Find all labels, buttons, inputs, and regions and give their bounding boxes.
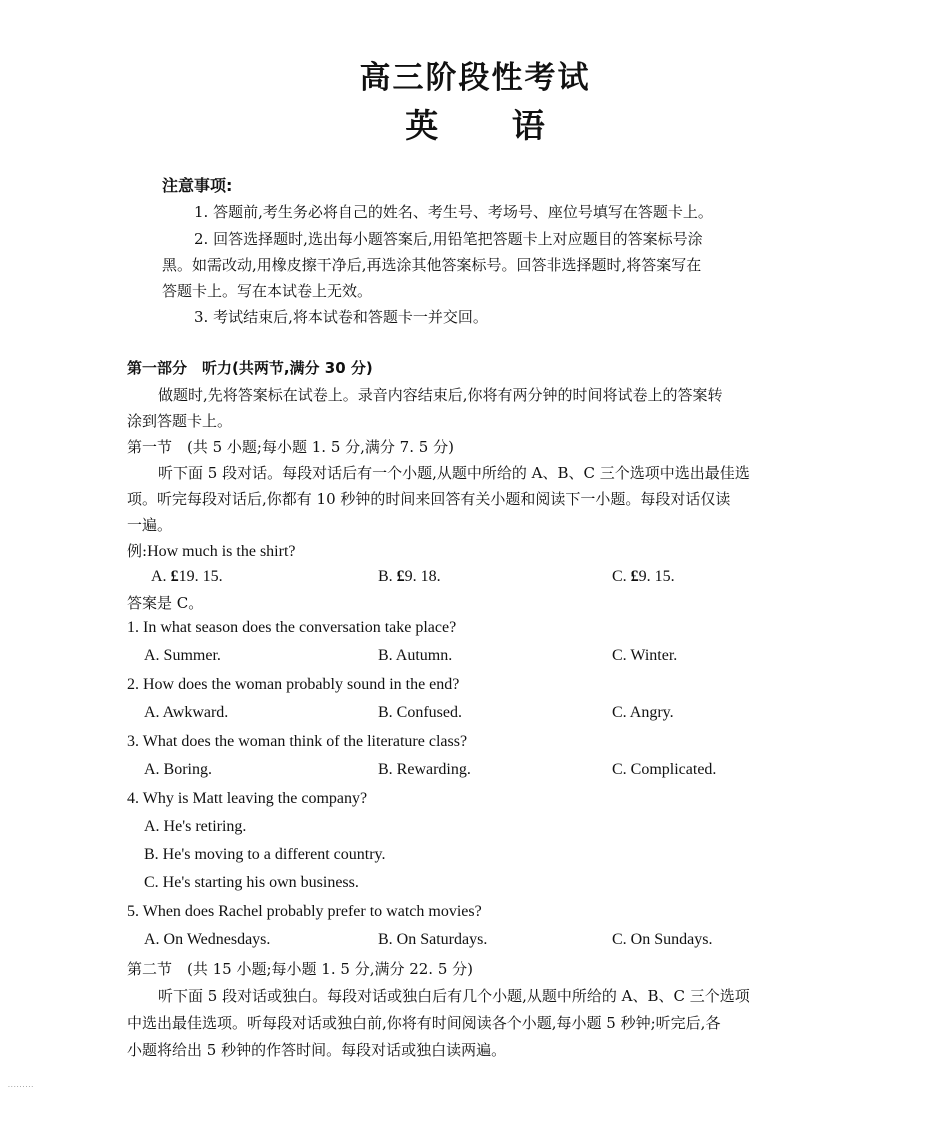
example-question: How much is the shirt? bbox=[147, 543, 296, 560]
option-1b: B. Autumn. bbox=[378, 647, 453, 664]
question-3: 3. What does the woman think of the literature class? bbox=[127, 733, 468, 750]
option-1c: C. Winter. bbox=[612, 647, 678, 664]
question-5: 5. When does Rachel probably prefer to watch movies? bbox=[127, 903, 482, 920]
option-4a: A. He's retiring. bbox=[144, 818, 247, 835]
pound-symbol: £ bbox=[396, 568, 405, 585]
notice-item: 答题卡上。写在本试卷上无效。 bbox=[162, 282, 373, 300]
option-5a: A. On Wednesdays. bbox=[144, 931, 271, 948]
question-4: 4. Why is Matt leaving the company? bbox=[127, 790, 368, 807]
option-4b: B. He's moving to a different country. bbox=[144, 846, 386, 863]
option-1a: A. Summer. bbox=[144, 647, 221, 664]
section2-instructions: 听下面 5 段对话或独白。每段对话或独白后有几个小题,从题中所给的 A、B、C 三个选项 bbox=[158, 987, 750, 1005]
exam-title: 高三阶段性考试 bbox=[359, 60, 591, 96]
section2-instructions: 小题将给出 5 秒钟的作答时间。每段对话或独白读两遍。 bbox=[127, 1041, 507, 1059]
question-1: 1. In what season does the conversation take place? bbox=[127, 619, 457, 636]
notice-item: 3. 考试结束后,将本试卷和答题卡一并交回。 bbox=[194, 308, 488, 326]
option-2c: C. Angry. bbox=[612, 704, 674, 721]
section2-instructions: 中选出最佳选项。听每段对话或独白前,你将有时间阅读各个小题,每小题 5 秒钟;听完后,各 bbox=[127, 1014, 721, 1032]
pound-symbol: £ bbox=[170, 568, 179, 585]
subject-title: 英 语 bbox=[405, 106, 545, 145]
option-2b: B. Confused. bbox=[378, 704, 462, 721]
part1-intro: 涂到答题卡上。 bbox=[127, 412, 233, 430]
example-option: C. £9. 15. bbox=[612, 568, 675, 585]
example-option: B. £9. 18. bbox=[378, 568, 441, 585]
option-3b: B. Rewarding. bbox=[378, 761, 471, 778]
option-5b: B. On Saturdays. bbox=[378, 931, 488, 948]
question-2: 2. How does the woman probably sound in the end? bbox=[127, 676, 460, 693]
notice-heading: 注意事项: bbox=[162, 176, 233, 195]
pound-symbol: £ bbox=[630, 568, 639, 585]
example-answer: 答案是 C。 bbox=[127, 594, 204, 612]
section1-heading: 第一节 (共 5 小题;每小题 1. 5 分,满分 7. 5 分) bbox=[127, 438, 454, 456]
footer-mark: ········· bbox=[8, 1084, 35, 1091]
section1-instructions: 听下面 5 段对话。每段对话后有一个小题,从题中所给的 A、B、C 三个选项中选出最佳选 bbox=[158, 464, 750, 482]
example-option: A. £19. 15. bbox=[151, 568, 223, 585]
option-3c: C. Complicated. bbox=[612, 761, 717, 778]
section1-instructions: 一遍。 bbox=[127, 516, 173, 534]
part1-heading: 第一部分 听力(共两节,满分 30 分) bbox=[127, 359, 373, 377]
option-2a: A. Awkward. bbox=[144, 704, 229, 721]
example-label: 例: bbox=[127, 542, 148, 560]
option-3a: A. Boring. bbox=[144, 761, 212, 778]
notice-item: 2. 回答选择题时,选出每小题答案后,用铅笔把答题卡上对应题目的答案标号涂 bbox=[194, 230, 703, 248]
notice-item: 1. 答题前,考生务必将自己的姓名、考生号、考场号、座位号填写在答题卡上。 bbox=[194, 203, 713, 221]
section2-heading: 第二节 (共 15 小题;每小题 1. 5 分,满分 22. 5 分) bbox=[127, 960, 474, 978]
example-prompt bbox=[127, 540, 295, 563]
option-4c: C. He's starting his own business. bbox=[144, 874, 359, 891]
notice-item: 黑。如需改动,用橡皮擦干净后,再选涂其他答案标号。回答非选择题时,将答案写在 bbox=[162, 256, 702, 274]
part1-intro: 做题时,先将答案标在试卷上。录音内容结束后,你将有两分钟的时间将试卷上的答案转 bbox=[158, 386, 723, 404]
section1-instructions: 项。听完每段对话后,你都有 10 秒钟的时间来回答有关小题和阅读下一小题。每段对话仅读 bbox=[127, 490, 731, 508]
option-5c: C. On Sundays. bbox=[612, 931, 713, 948]
